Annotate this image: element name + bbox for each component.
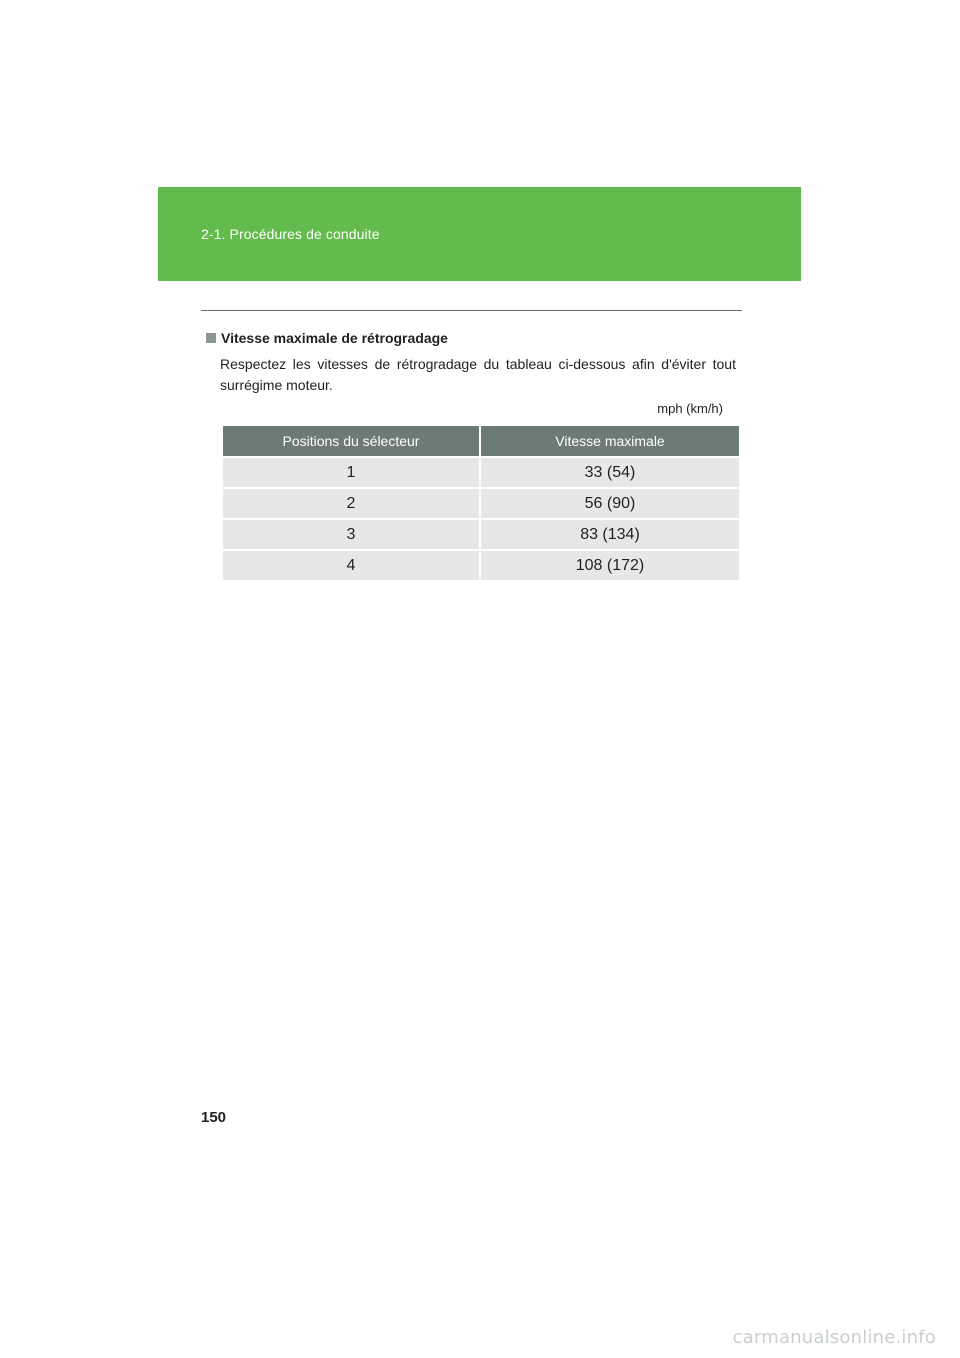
cell-position: 1 [223, 457, 480, 488]
downshift-speed-table [223, 426, 739, 580]
table-row [223, 457, 739, 488]
section-divider [201, 310, 742, 311]
column-header-position: Positions du sélecteur [223, 426, 480, 457]
chapter-header-band [158, 187, 801, 281]
filled-square-icon [206, 333, 216, 343]
cell-speed: 33 (54) [480, 457, 739, 488]
cell-position: 2 [223, 488, 480, 519]
table-row [223, 550, 739, 580]
section-heading-text: Vitesse maximale de rétrogradage [221, 330, 448, 346]
table-header-row [223, 426, 739, 457]
cell-position: 3 [223, 519, 480, 550]
table-row [223, 519, 739, 550]
section-body-text: Respectez les vitesses de rétrogradage du tableau ci-dessous afin d'éviter tout surrégime moteur. [220, 356, 736, 393]
cell-speed: 83 (134) [480, 519, 739, 550]
cell-position: 4 [223, 550, 480, 580]
table-row [223, 488, 739, 519]
cell-speed: 56 (90) [480, 488, 739, 519]
column-header-speed: Vitesse maximale [480, 426, 739, 457]
page-number: 150 [201, 1109, 227, 1126]
cell-speed: 108 (172) [480, 550, 739, 580]
unit-note: mph (km/h) [657, 401, 723, 416]
section-heading [206, 330, 448, 346]
watermark: carmanualsonline.info [732, 1327, 936, 1348]
chapter-title: 2-1. Procédures de conduite [201, 226, 380, 242]
